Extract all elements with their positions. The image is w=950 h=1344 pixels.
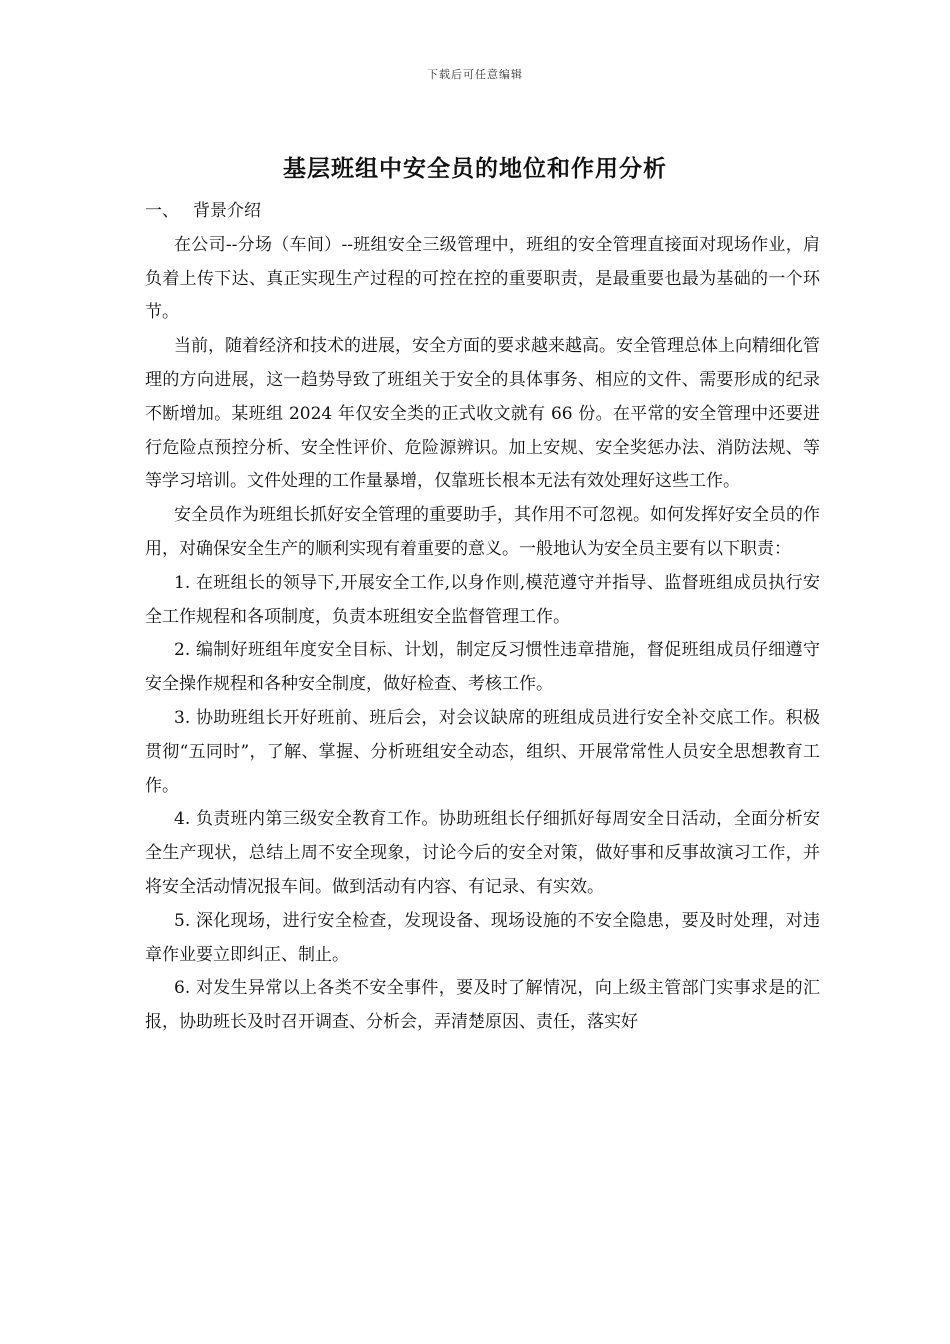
section-heading: [145, 195, 820, 229]
duty-item-3: 3. 协助班组长开好班前、班后会，对会议缺席的班组成员进行安全补交底工作。积极贯彻“五同时”，了解、掌握、分析班组安全动态，组织、开展常常性人员安全思想教育工作。: [145, 707, 820, 796]
paragraph-3: 安全员作为班组长抓好安全管理的重要助手，其作用不可忽视。如何发挥好安全员的作用，对确保安全生产的顺利实现有着重要的意义。一般地认为安全员主要有以下职责：: [145, 505, 820, 559]
duty-item-1: 1. 在班组长的领导下,开展安全工作,以身作则,模范遵守并指导、监督班组成员执行安全工作规程和各项制度，负责本班组安全监督管理工作。: [145, 572, 820, 627]
paragraph-2: 当前，随着经济和技术的进展，安全方面的要求越来越高。安全管理总体上向精细化管理的方向进展，这一趋势导致了班组关于安全的具体事务、相应的文件、需要形成的纪录不断增加。某班组 2024 年仅安全类的正式收文就有 66 份。在平常的安全管理中还要进行危险点预控分析、安全性评价、危险源辨识。加上安规、安全奖惩办法、消防法规、等等学习培训。文件处理的工作量暴增，仅靠班长根本无法有效处理好这些工作。: [145, 336, 820, 492]
paragraph-1: 在公司--分场（车间）--班组安全三级管理中，班组的安全管理直接面对现场作业，肩负着上传下达、真正实现生产过程的可控在控的重要职责，是最重要也最为基础的一个环节。: [145, 234, 820, 323]
duty-item-4: 4. 负责班内第三级安全教育工作。协助班组长仔细抓好每周安全日活动，全面分析安全生产现状，总结上周不安全现象，讨论今后的安全对策，做好事和反事故演习工作，并将安全活动情况报车间。做到活动有内容、有记录、有实效。: [145, 809, 820, 897]
section-number: 一、: [145, 201, 179, 221]
document-body: [145, 195, 820, 1040]
duty-item-6: 6. 对发生异常以上各类不安全事件，要及时了解情况，向上级主管部门实事求是的汇报，协助班长及时召开调查、分析会，弄清楚原因、责任，落实好: [145, 978, 820, 1033]
section-heading-text: 背景介绍: [193, 201, 261, 221]
duty-item-2: 2. 编制好班组年度安全目标、计划，制定反习惯性违章措施，督促班组成员仔细遵守安全操作规程和各种安全制度，做好检查、考核工作。: [145, 640, 820, 695]
duty-item-5: 5. 深化现场，进行安全检查，发现设备、现场设施的不安全隐患，要及时处理，对违章作业要立即纠正、制止。: [145, 910, 820, 965]
header-note: 下载后可任意编辑: [427, 68, 523, 81]
document-title: 基层班组中安全员的地位和作用分析: [283, 155, 667, 182]
